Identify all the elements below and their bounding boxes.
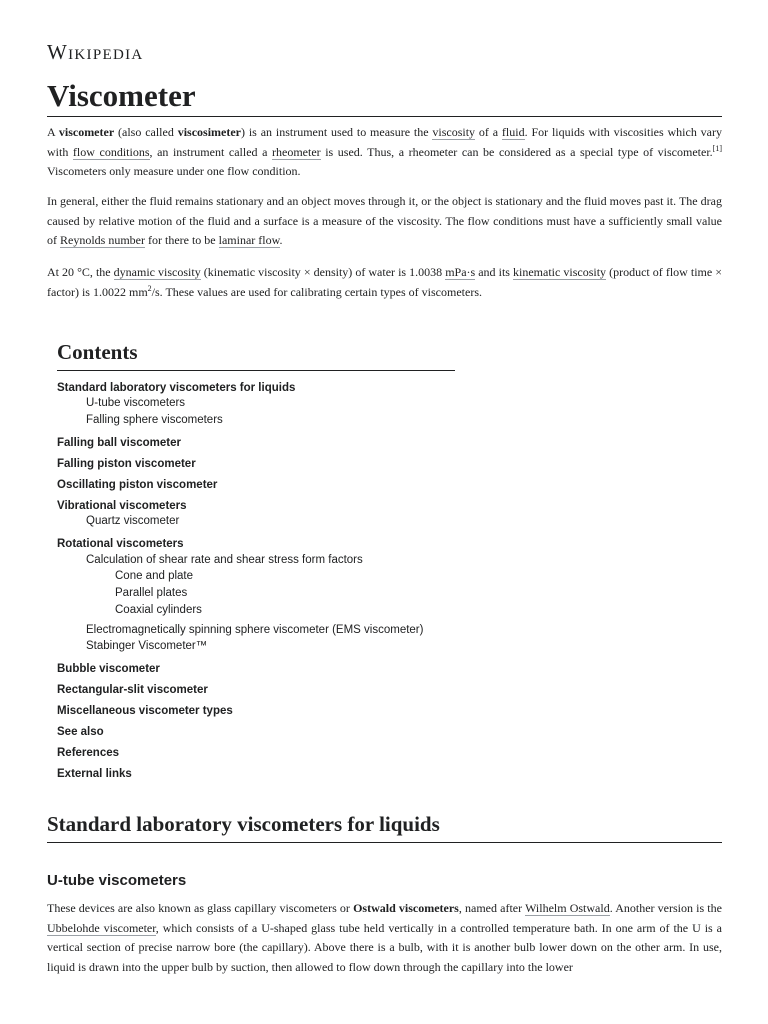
title-divider (47, 116, 722, 117)
wiki-link[interactable]: dynamic viscosity (113, 265, 201, 279)
toc-item[interactable]: Bubble viscometer (57, 663, 160, 675)
intro-paragraph-1 (47, 123, 722, 182)
text-run: of a (475, 125, 502, 139)
toc-item[interactable]: Rotational viscometers (57, 538, 184, 550)
wiki-link[interactable]: laminar flow (218, 233, 280, 247)
text-run: . For liquids with viscosities which vary with (47, 125, 722, 159)
text-run: is used. Thus, a rheometer can be considered as a special type of viscometer. (320, 144, 713, 159)
wiki-link[interactable]: flow conditions (72, 144, 150, 159)
bold-term: viscometer (58, 125, 115, 139)
text-run: , named after (458, 901, 526, 915)
toc-item[interactable]: External links (57, 768, 132, 780)
text-run: . Another version is the (609, 901, 722, 915)
toc-item[interactable]: U-tube viscometers (86, 397, 186, 409)
section-heading: Standard laboratory viscometers for liquids (47, 812, 440, 836)
wiki-link[interactable]: viscosity (432, 125, 476, 139)
wiki-link[interactable]: rheometer (272, 144, 321, 159)
superscript: 2 (147, 283, 152, 293)
text-run: , an instrument called a (149, 144, 272, 159)
toc-item[interactable]: Oscillating piston viscometer (57, 479, 218, 491)
toc-item[interactable]: Calculation of shear rate and shear stress form factors (86, 554, 363, 566)
text-run: In general, either the fluid remains stationary and an object moves through it, or the object is stationary and the fluid moves past it. The drag caused by relative motion of the fluid and a surface is a measure of the viscosity. The flow conditions must have a sufficiently small value of (47, 194, 722, 247)
text-run: and its (475, 265, 513, 279)
text-run: These devices are also known as glass capillary viscometers or (47, 901, 354, 915)
toc-item[interactable]: Electromagnetically spinning sphere viscometer (EMS viscometer) (86, 624, 424, 636)
text-run: , which consists of a U-shaped glass tube held vertically in a controlled temperature bath. In one arm of the U is a vertical section of precise narrow bore (the capillary). Above there is a bulb, with it is another bulb lower down on the other arm. In use, liquid is drawn into the upper bulb by suction, then allowed to flow down through the capillary into the lower (47, 920, 722, 974)
toc-item[interactable]: Miscellaneous viscometer types (57, 705, 233, 717)
wikipedia-wordmark[interactable]: Wikipedia (47, 40, 144, 64)
wiki-link[interactable]: mPa·s (445, 265, 476, 279)
wiki-link[interactable]: Reynolds number (60, 233, 145, 247)
section-body-paragraph (47, 899, 722, 977)
toc-title: Contents (57, 340, 138, 364)
text-run: Viscometers only measure under one flow condition. (47, 164, 301, 178)
toc-item[interactable]: Rectangular-slit viscometer (57, 684, 208, 696)
text-run: A (47, 125, 59, 139)
text-run: . (279, 233, 283, 247)
intro-paragraph-3 (47, 263, 722, 302)
toc-item[interactable]: Vibrational viscometers (57, 500, 187, 512)
bold-term: viscosimeter (177, 125, 241, 139)
toc-divider (57, 370, 455, 371)
toc-item[interactable]: Stabinger Viscometer™ (86, 640, 208, 652)
wiki-link[interactable]: Ubbelohde viscometer (47, 920, 156, 935)
page-title: Viscometer (47, 78, 196, 113)
wiki-link[interactable]: fluid (501, 125, 525, 139)
toc-item[interactable]: Falling ball viscometer (57, 437, 181, 449)
toc-item[interactable]: Falling sphere viscometers (86, 414, 223, 426)
toc-item[interactable]: Parallel plates (115, 587, 188, 599)
text-run: (product of flow time × factor) is 1.0022 mm (47, 265, 723, 299)
toc-item[interactable]: Standard laboratory viscometers for liquids (57, 382, 296, 394)
text-run: At 20 °C, the (47, 265, 114, 279)
bold-term: Ostwald viscometers (353, 901, 459, 915)
wiki-link[interactable]: Wilhelm Ostwald (525, 901, 610, 915)
text-run: /s. These values are used for calibrating certain types of viscometers. (151, 284, 482, 299)
subsection-heading: U-tube viscometers (47, 872, 187, 889)
toc-item[interactable]: Cone and plate (115, 570, 194, 582)
toc-item[interactable]: References (57, 747, 120, 759)
toc-item[interactable]: Coaxial cylinders (115, 604, 202, 616)
toc-item[interactable]: Falling piston viscometer (57, 458, 196, 470)
toc-item[interactable]: See also (57, 726, 104, 738)
intro-paragraph-2 (47, 192, 722, 251)
text-run: (kinematic viscosity × density) of water is 1.0038 (200, 265, 446, 279)
section-divider (47, 842, 722, 843)
text-run: ) is an instrument used to measure the (241, 125, 433, 139)
wiki-link[interactable]: kinematic viscosity (513, 265, 607, 279)
text-run: for there to be (145, 233, 219, 247)
text-run: (also called (114, 125, 178, 139)
superscript[interactable]: [1] (712, 143, 722, 153)
toc-item[interactable]: Quartz viscometer (86, 515, 180, 527)
